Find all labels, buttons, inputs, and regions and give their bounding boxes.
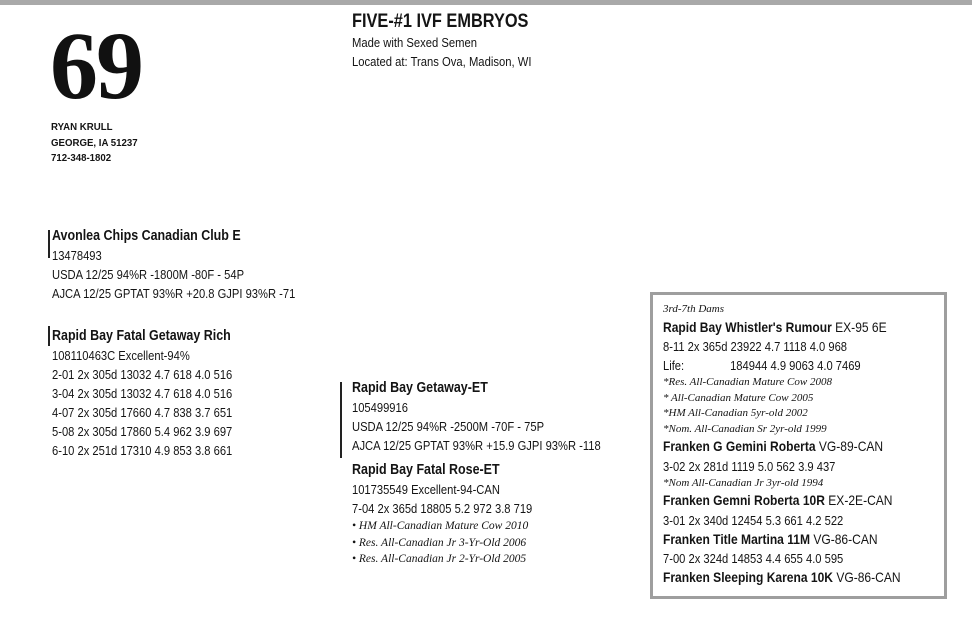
lifetime-label: Life: [663,358,685,374]
dam-sire-ajca: AJCA 12/25 GPTAT 93%R +15.9 GJPI 93%R -118 [352,438,601,453]
dams-box [650,292,947,599]
fourth-dam-score: VG-89-CAN [818,438,884,455]
seventh-dam [663,568,905,588]
lot-title: FIVE-#1 IVF EMBRYOS [352,11,529,32]
third-dam-honor: *Res. All-Canadian Mature Cow 2008 [663,376,832,389]
consignor-city: GEORGE, IA 51237 [51,136,138,149]
sire-dam-record: 4-07 2x 305d 17660 4.7 838 3.7 651 [52,405,233,420]
sire-usda: USDA 12/25 94%R -1800M -80F - 54P [52,267,245,282]
dam-honor: • Res. All-Canadian Jr 2-Yr-Old 2005 [352,553,527,565]
lifetime-value: 184944 4.9 9063 4.0 7469 [730,358,861,374]
sire-name: Avonlea Chips Canadian Club E [52,228,241,244]
dam-section [352,460,562,568]
fourth-dam-record: 3-02 2x 281d 1119 5.0 562 3.9 437 [663,458,836,474]
dam-name: Rapid Bay Fatal Rose-ET [352,462,500,478]
dam-sire-usda: USDA 12/25 94%R -2500M -70F - 75P [352,419,545,434]
fifth-dam-name: Franken Gemni Roberta 10R [663,492,825,509]
sixth-dam-name: Franken Title Martina 11M [663,530,810,547]
sire-dam-record: 3-04 2x 305d 13032 4.7 618 4.0 516 [52,386,233,401]
third-dam-name: Rapid Bay Whistler's Rumour [663,318,832,335]
sire-dam-bracket [48,326,50,346]
sire-dam-record: 2-01 2x 305d 13032 4.7 618 4.0 516 [52,367,233,382]
sire-dam-record: 6-10 2x 251d 17310 4.9 853 3.8 661 [52,443,233,458]
lot-header [352,10,557,72]
consignor-name: RYAN KRULL [51,121,113,133]
fourth-dam-honor: *Nom All-Canadian Jr 3yr-old 1994 [663,476,824,489]
sire-dam-reg: 108110463C Excellent-94% [52,348,190,363]
sire-dam-name: Rapid Bay Fatal Getaway Rich [52,328,231,344]
sire-section [52,226,335,303]
dam-honor: • HM All-Canadian Mature Cow 2010 [352,520,529,532]
seventh-dam-name: Franken Sleeping Karena 10K [663,569,833,586]
sire-reg: 13478493 [52,248,102,263]
third-dam-lifetime [663,356,905,375]
location-note: Located at: Trans Ova, Madison, WI [352,55,532,69]
dam-sire-section [352,378,641,455]
dam-reg: 101735549 Excellent-94-CAN [352,482,500,497]
third-dam-honor: *HM All-Canadian 5yr-old 2002 [663,407,808,420]
dams-heading: 3rd-7th Dams [663,303,725,315]
seventh-dam-score: VG-86-CAN [836,569,901,586]
fourth-dam-name: Franken G Gemini Roberta [663,438,816,455]
sire-dam-section [52,326,262,460]
dam-sire-name: Rapid Bay Getaway-ET [352,380,488,396]
fifth-dam-record: 3-01 2x 340d 12454 5.3 661 4.2 522 [663,512,844,528]
third-dam-honor: *Nom. All-Canadian Sr 2yr-old 1999 [663,422,827,435]
sire-ajca: AJCA 12/25 GPTAT 93%R +20.8 GJPI 93%R -71 [52,286,296,301]
third-dam-score: EX-95 6E [835,318,887,335]
dam-sire-reg: 105499916 [352,400,408,415]
fifth-dam [663,491,905,511]
sire-dam-record: 5-08 2x 305d 17860 5.4 962 3.9 697 [52,424,233,439]
lot-number: 69 [50,12,142,119]
sixth-dam [663,530,905,550]
fifth-dam-score: EX-2E-CAN [828,492,893,509]
third-dam-honor: * All-Canadian Mature Cow 2005 [663,391,814,404]
dam-honor: • Res. All-Canadian Jr 3-Yr-Old 2006 [352,536,527,549]
sire-bracket [48,230,50,258]
top-rule [0,0,972,5]
sixth-dam-score: VG-86-CAN [813,530,878,547]
third-dam-record: 8-11 2x 365d 23922 4.7 1118 4.0 968 [663,339,848,355]
semen-note: Made with Sexed Semen [352,36,478,50]
consignor-phone: 712-348-1802 [51,152,112,164]
dam-record: 7-04 2x 365d 18805 5.2 972 3.8 719 [352,501,533,516]
consignor-info [51,120,138,167]
fourth-dam [663,437,905,457]
third-dam [663,318,905,338]
dam-bracket [340,382,342,458]
sixth-dam-record: 7-00 2x 324d 14853 4.4 655 4.0 595 [663,551,844,567]
